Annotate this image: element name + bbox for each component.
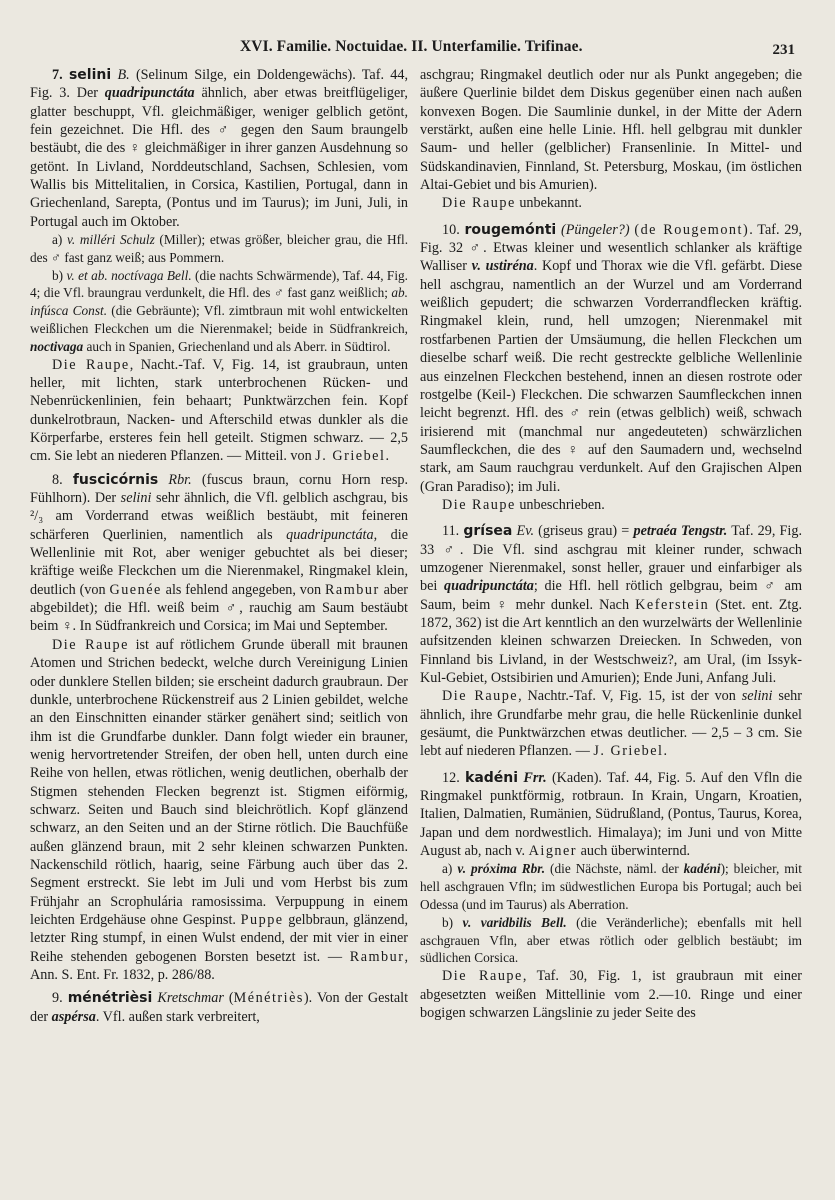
author: Rbr. xyxy=(168,471,192,488)
entry-text: auch überwinternd. xyxy=(577,843,691,860)
species-name: grísea xyxy=(463,523,513,540)
variety-text: (die Gebräunte); Vfl. zimtbraun mit wohl entwickelten weißlichen Fleckchen um die Nierenmakel; beide in Südfrankreich, xyxy=(30,303,408,337)
variety-name: v. milléri Schulz xyxy=(67,232,155,248)
entry-text: , die Wellenlinie mit Rot, aber weniger gebuchtet als bei dieser; kräftige weiße Fleckchen um die Nierenmakel, Ringmakel klein, deutlich (von xyxy=(30,526,408,598)
variety-label: b) xyxy=(52,267,67,283)
citation-author: Rambur xyxy=(349,948,405,965)
entry-text: . Kopf und Thorax wie die Vfl. gefärbt. Diese hell aschgrau, namentlich an der Wurzel und am Vorderrand weißlich gepudert; die schwarzen Vorderrandflecken kräftig. Ringmakel klein, rund, hell umzogen; Nierenmakel mit rostfarbenen Partien der Umsäumung, die hellen Fleckchen um dieselbe scharf weiß. Die recht gestreckte gelbliche Wellenlinie aus einzelnen Fleckchen bestehend, innen an diesen rostrote oder rostgelbe (Keil-) Fleckchen. Die schwarzen Saumfleckchen innen leicht begrenzt. Hfl. des ♂ rein (etwas gelblich) weiß, schwach irisierend mit (manchmal nur angedeuteten) schwärzlichen Saumfleckchen, die des ♀ auf den Saumadern und, wechselnd stark, am Saum rauchgrau verdunkelt. Auf den Grajischen Alpen (Gran Paradiso); im Juli. xyxy=(420,258,802,495)
species-ref: aspérsa xyxy=(51,1008,96,1025)
entry-kadeni xyxy=(420,769,802,861)
larva-menetriesi xyxy=(420,194,802,212)
entry-text: . Taf. 29, Fig. 32 ♂. Etwas kleiner und wesentlich schlanker als kräftige Walliser xyxy=(420,221,803,275)
citation-author: (de Rougemont) xyxy=(634,221,750,238)
larva-text: unbekannt. xyxy=(515,195,582,212)
larva-heading: Die Raupe xyxy=(52,636,129,653)
species-ref: selini xyxy=(120,490,152,507)
species-name: ménétrièsi xyxy=(67,990,153,1007)
species-ref: quadripunctáta xyxy=(104,85,195,102)
author: Frr. xyxy=(523,769,547,786)
entry-number: 12. xyxy=(442,769,460,786)
larva-heading: Die Raupe xyxy=(52,356,130,373)
variety-b xyxy=(420,914,802,967)
author: Ev. xyxy=(516,523,534,540)
entry-text: aber abgebildet); die Hfl. weiß beim ♂, rauchig am Saum bestäubt beim ♀. In Südfrankreich und Corsica; im Mai und September. xyxy=(30,581,408,635)
variety-text: (Miller); etwas größer, bleicher grau, die Hfl. des ♂ fast ganz weiß; aus Pommern. xyxy=(30,232,409,265)
entry-menetriesi xyxy=(30,989,408,1026)
larva-heading: Die Raupe xyxy=(442,496,516,513)
larva-selini xyxy=(30,356,408,466)
page-header xyxy=(0,38,835,60)
larva-text: , Nacht.-Taf. V, Fig. 14, ist graubraun, unten heller, mit lichten, stark unterbrochenen Rücken- und Nebenrückenlinien, fein behaart; Punktwärzchen fein. Kopf dunkelrotbraun, Nacken- und Afterschild etwas dunkler als die Körperfarbe, ersteres fein hell geteilt. Stigmen schwarz. — 2,5 cm. Sie lebt an niederen Pflanzen. — Mitteil. von xyxy=(30,356,408,465)
entry-text: (Stet. ent. Ztg. 1872, 362) ist die Art kenntlich an den wurzelwärts der Wellenlinie aufsitzenden kleinen schwarzen Dreiecken. In Schweden, von Finnland bis Livland, in der Westschweiz?, am Ural, (im Issyk-Kul-Gebiet, Ostsibirien und Amurien); Ende Juni, Anfang Juli. xyxy=(420,596,802,686)
citation-author: J. Griebel xyxy=(593,743,664,760)
entry-text: sehr ähnlich, die Vfl. gelblich aschgrau, bis ²/₃ am Vorderrand etwas weißlich bestäubt, mit feineren schärferen Querlinien, namentlich als xyxy=(30,490,408,543)
entry-text: ). Von der Gestalt der xyxy=(30,990,409,1025)
variety-name: v. próxima Rbr. xyxy=(457,861,546,877)
variety-label: a) xyxy=(442,861,458,877)
variety-name: v. et ab. noctívaga Bell. xyxy=(66,267,192,283)
citation-author: Ménétriès xyxy=(233,990,304,1007)
synonym-name: petraéa Tengstr. xyxy=(633,523,728,540)
species-name: rougemónti xyxy=(464,221,557,238)
author: Kretschmar xyxy=(157,990,224,1007)
pupa-text: gelbbraun, glänzend, letzter Ring stumpf, in einen Wulst endend, der mit vier in einer Reihe stehenden gebogenen Borsten besetzt ist. — xyxy=(30,911,408,965)
variety-text: (die nachts Schwärmende), Taf. 44, Fig. 4; die Vfl. braungrau verdunkelt, die Hfl. des ♂ fast ganz weißlich; xyxy=(30,267,408,301)
right-column xyxy=(420,66,802,1022)
variety-b xyxy=(30,267,408,356)
variety-text: auch in Spanien, Griechenland und als Aberr. in Südtirol. xyxy=(83,338,391,354)
entry-number: 10. xyxy=(442,221,460,238)
variety-text: (die Veränderliche); ebenfalls mit hell aschgrauen Vfln, aber etwas rötlich oder gelblich bestäubt; im südlichen Corsica. xyxy=(420,914,802,966)
author: B. xyxy=(117,67,130,83)
species-ref: selini xyxy=(741,688,773,705)
entry-fuscicornis xyxy=(30,471,408,636)
larva-text: ist auf rötlichem Grunde überall mit braunen Atomen und Strichen bedeckt, welche durch Vereinigung Linien oder dunklere Stellen bilden; sie erscheint dadurch graubraun. Der dunkle, unterbrochene Rückenstreif aus 2 Linien gebildet, welche an den Einschnitten einander stärker genähert sind; seitlich von ihm ist die Grundfarbe dunkler. Dann folgt wieder ein brauner, wenig hervortretender Streifen, der oben hell, unten durch eine Reihe von hellen, etwas rötlichen, wenig deutlichen, oberhalb der Stigmen stehenden Flecken begrenzt ist. Stigmen eiförmig, schwarz. Seiten und Bauch sind bleichrötlich. Kopf glänzend schwarz, an den Seiten und an der Stirne rötlich. Die Bauchfüße außen glänzend braun, mit 2 sehr kleinen schwarzen Punkten. Nackenschild rötlich, haarig, seine Färbung auch über das 2. Segment erstreckt. Sie lebt im Juli und vom Herbst bis zum Frühjahr an Scrophulária ramosissima. Verpuppung in einem leichten Erdgehäuse ohne Gespinst. xyxy=(30,636,408,928)
species-ref: quadripunctáta xyxy=(444,578,534,595)
species-ref: v. ustiréna xyxy=(471,258,534,275)
variety-label: b) xyxy=(442,914,463,930)
entry-selini xyxy=(30,66,408,231)
variety-a xyxy=(420,860,802,913)
pupa-heading: Puppe xyxy=(240,911,284,928)
species-name: kadéni xyxy=(465,769,519,786)
variety-a xyxy=(30,231,408,267)
larva-heading: Die Raupe xyxy=(442,968,523,985)
entry-text: als fehlend angegeben, von xyxy=(161,581,325,598)
species-ref: noctivaga xyxy=(30,338,84,354)
larva-text: unbeschrieben. xyxy=(515,496,605,513)
larva-text: sehr ähnlich, ihre Grundfarbe mehr grau, die helle Rückenlinie dunkel gesäumt, die Punktwärzchen etwas deutlicher. — 2,5 – 3 cm. Sie lebt auf niederen Pflanzen. — xyxy=(420,688,802,760)
author: (Püngeler?) xyxy=(561,221,630,238)
larva-fuscicornis xyxy=(30,636,408,985)
species-ref: quadripunctáta xyxy=(286,526,374,543)
citation-text: , Ann. S. Ent. Fr. 1832, p. 286/88. xyxy=(30,948,408,984)
running-head: XVI. Familie. Noctuidae. II. Unterfamilie. Trifinae. xyxy=(240,38,583,55)
entry-number: 8. xyxy=(52,471,63,488)
entry-text: ; die Hfl. hell rötlich gelbgrau, beim ♂ am Saum, beim ♀ mehr dunkel. Nach xyxy=(420,578,802,613)
larva-kadeni xyxy=(420,967,802,1022)
species-ref: kadéni xyxy=(683,861,721,877)
citation-author: Rambur xyxy=(324,581,380,598)
entry-text: . Vfl. außen stark verbreitert, xyxy=(95,1008,260,1025)
larva-text: , Taf. 30, Fig. 1, ist graubraun mit einer abgesetzten weißen Mittellinie vom 2.—10. Ringe und einer bogigen schwarzen Längslinie zu jeder Seite des xyxy=(420,968,802,1021)
citation-author: Guenée xyxy=(109,581,162,598)
left-column xyxy=(30,66,408,1026)
entry-text: ähnlich, aber etwas breitflügeliger, glatter beschuppt, Vfl. gleichmäßiger, weniger gelblich getönt, fein gezeichnet. Die Hfl. des ♂ gegen den Saum braungelb bestäubt, die des ♀ gleichmäßiger in ihrer ganzen Ausdehnung so getönt. In Livland, Norddeutschland, Sachsen, Schlesien, vom Wallis bis Mittelitalien, in Corsica, Kastilien, Portugal, dann in Griechenland, Sarepta, (Pontus und im Taurus); im Juni, Juli, in Portugal auch im Oktober. xyxy=(30,85,408,230)
page-number: 231 xyxy=(772,42,795,58)
entry-menetriesi-continued xyxy=(420,66,802,194)
larva-heading: Die Raupe xyxy=(442,195,516,212)
variety-name: v. varidbilis Bell. xyxy=(462,914,567,930)
variety-text: (die Nächste, näml. der xyxy=(545,861,684,877)
entry-text: (fuscus braun, cornu Horn resp. Fühlhorn). Der xyxy=(30,471,408,507)
larva-grisea xyxy=(420,687,802,760)
punct: . xyxy=(663,743,668,760)
entry-grisea xyxy=(420,522,802,687)
entry-number: 9. xyxy=(52,990,63,1007)
larva-rougemonti xyxy=(420,496,802,514)
species-name: fuscicórnis xyxy=(72,471,159,488)
entry-number: 7. xyxy=(52,67,63,83)
citation-author: Keferstein xyxy=(635,596,710,613)
entry-text: ( xyxy=(223,990,234,1007)
species-name: selini xyxy=(68,67,112,83)
variety-label: a) xyxy=(52,232,67,248)
entry-text: aschgrau; Ringmakel deutlich oder nur als Punkt angegeben; die äußere Querlinie bildet dem Diskus gegenüber einen nach außen konvexen Bogen. Die Saumlinie dunkel, in der Mitte der Adern verstärkt, außen eine helle Linie. Hfl. hell gelbgrau mit dunkler Saum- und heller (gelblicher) Fransenlinie. In Mittel- und Südskandinavien, Finnland, St. Petersburg, Moskau, (im östlichen Altai-Gebiet und bis Amurien). xyxy=(420,67,802,194)
entry-text: (griseus grau) = xyxy=(534,523,634,540)
variety-text: ); bleicher, mit hell aschgrauen Vfln; im südwestlichen Europa bis Portugal; auch bei Odessa (und im Taurus) als Aberration. xyxy=(420,861,803,913)
entry-rougemonti xyxy=(420,221,802,496)
punct: . xyxy=(385,448,389,465)
entry-number: 11. xyxy=(442,523,460,540)
entry-text: Taf. 29, Fig. 33 ♂. Die Vfl. sind aschgrau mit kleiner runder, schwach umzogener Nierenmakel, sonst heller, grauer und einfarbiger als bei xyxy=(420,523,803,595)
citation-author: J. Griebel xyxy=(315,448,386,465)
larva-heading: Die Raupe xyxy=(442,688,519,705)
entry-text: (Selinum Silge, ein Doldengewächs). Taf. 44, Fig. 3. Der xyxy=(30,67,409,102)
entry-text: (Kaden). Taf. 44, Fig. 5. Auf den Vfln die Ringmakel punktförmig, rotbraun. In Krain, Ungarn, Kroatien, Italien, Dalmatien, Rumänien, Südrußland, (Pontus, Taurus, Korea, Japan und dem nordwestlich. Himalaya); im Juni und von Mitte August ab, nach v. xyxy=(420,769,802,860)
aberration-name: ab. infúsca Const. xyxy=(30,285,408,319)
larva-text: , Nachtr.-Taf. V, Fig. 15, ist der von xyxy=(518,688,742,705)
citation-author: Aigner xyxy=(528,843,578,860)
